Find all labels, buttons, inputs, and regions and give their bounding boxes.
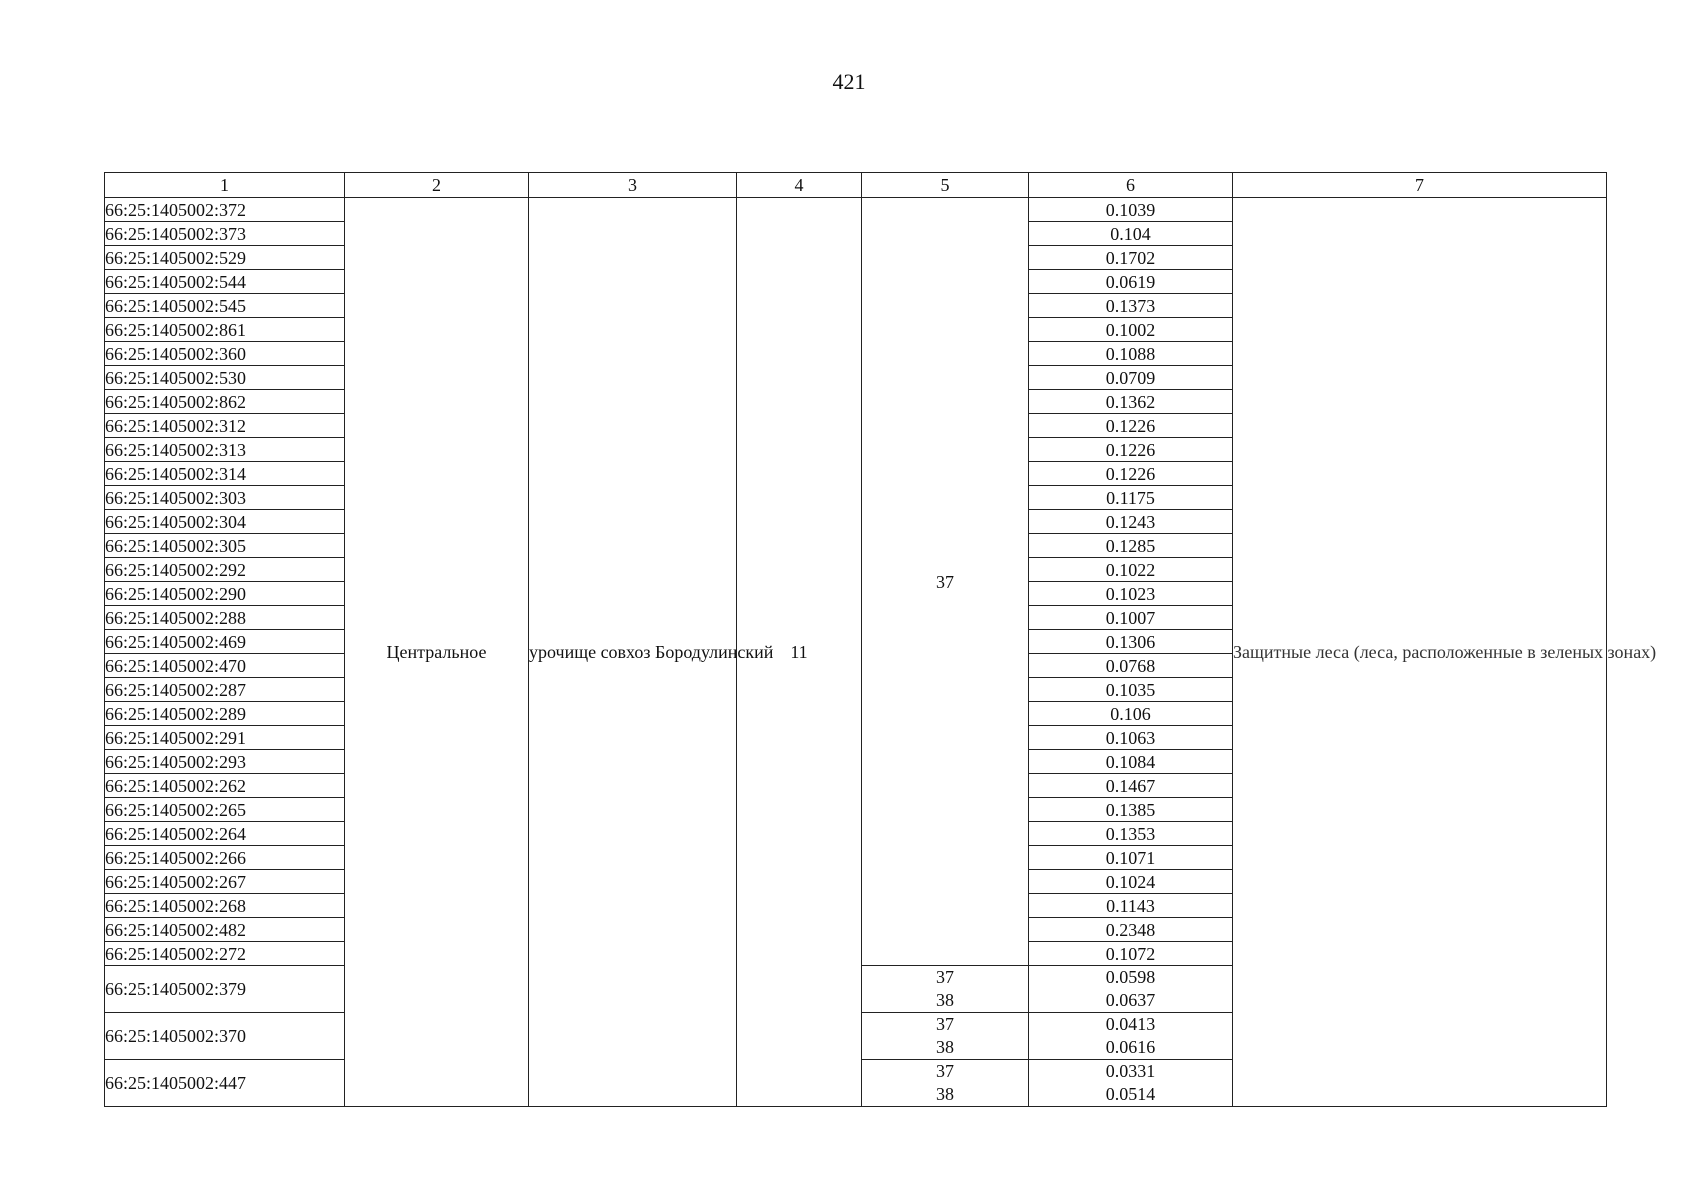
- area-split-cell: [1029, 1013, 1233, 1060]
- quarter-value: 37: [936, 1061, 954, 1081]
- area-cell: 0.1007: [1029, 606, 1233, 630]
- section-cell: 11: [737, 198, 862, 1107]
- cadastral-number-cell: 66:25:1405002:545: [105, 294, 345, 318]
- cadastral-number-cell: 66:25:1405002:291: [105, 726, 345, 750]
- cadastral-number-cell: 66:25:1405002:266: [105, 846, 345, 870]
- cadastral-number-cell: 66:25:1405002:360: [105, 342, 345, 366]
- area-cell: 0.1467: [1029, 774, 1233, 798]
- cadastral-number-cell: 66:25:1405002:267: [105, 870, 345, 894]
- cadastral-number-cell: 66:25:1405002:530: [105, 366, 345, 390]
- cadastral-number-cell: 66:25:1405002:372: [105, 198, 345, 222]
- area-cell: 0.0619: [1029, 270, 1233, 294]
- cadastral-number-cell: 66:25:1405002:288: [105, 606, 345, 630]
- area-cell: 0.0709: [1029, 366, 1233, 390]
- cadastral-number-cell: 66:25:1405002:304: [105, 510, 345, 534]
- area-cell: 0.1023: [1029, 582, 1233, 606]
- area-cell: 0.1035: [1029, 678, 1233, 702]
- cadastral-number-cell: 66:25:1405002:287: [105, 678, 345, 702]
- area-cell: 0.1353: [1029, 822, 1233, 846]
- area-cell: 0.1306: [1029, 630, 1233, 654]
- column-header-5: 5: [862, 173, 1029, 198]
- area-cell: 0.1385: [1029, 798, 1233, 822]
- area-split-cell: [1029, 966, 1233, 1013]
- forestry-cell: Центральное: [345, 198, 529, 1107]
- cadastral-number-cell: 66:25:1405002:447: [105, 1060, 345, 1107]
- area-cell: 0.1024: [1029, 870, 1233, 894]
- column-header-7: 7: [1233, 173, 1607, 198]
- area-cell: 0.1243: [1029, 510, 1233, 534]
- cadastral-number-cell: 66:25:1405002:861: [105, 318, 345, 342]
- table-body: [105, 198, 1657, 1107]
- area-cell: 0.1063: [1029, 726, 1233, 750]
- column-header-4: 4: [737, 173, 862, 198]
- cadastral-number-cell: 66:25:1405002:293: [105, 750, 345, 774]
- area-cell: 0.1039: [1029, 198, 1233, 222]
- cadastral-number-cell: 66:25:1405002:314: [105, 462, 345, 486]
- cadastral-number-cell: 66:25:1405002:305: [105, 534, 345, 558]
- area-cell: 0.1226: [1029, 414, 1233, 438]
- cadastral-number-cell: 66:25:1405002:469: [105, 630, 345, 654]
- table-header: [105, 173, 1607, 198]
- column-header-2: 2: [345, 173, 529, 198]
- area-cell: 0.1071: [1029, 846, 1233, 870]
- area-cell: 0.1084: [1029, 750, 1233, 774]
- quarter-value: 37: [936, 1014, 954, 1034]
- quarter-split-cell: [862, 966, 1029, 1013]
- cadastral-number-cell: 66:25:1405002:292: [105, 558, 345, 582]
- area-cell: 0.1088: [1029, 342, 1233, 366]
- area-cell: 0.1285: [1029, 534, 1233, 558]
- table-row: [105, 198, 1607, 222]
- cadastral-number-cell: 66:25:1405002:379: [105, 966, 345, 1013]
- area-cell: 0.1226: [1029, 438, 1233, 462]
- cadastral-number-cell: 66:25:1405002:373: [105, 222, 345, 246]
- area-value: 0.0514: [1105, 1084, 1156, 1104]
- area-cell: 0.1362: [1029, 390, 1233, 414]
- column-header-1: 1: [105, 173, 345, 198]
- cadastral-number-cell: 66:25:1405002:470: [105, 654, 345, 678]
- column-header-6: 6: [1029, 173, 1233, 198]
- cadastral-number-cell: 66:25:1405002:289: [105, 702, 345, 726]
- area-cell: 0.0768: [1029, 654, 1233, 678]
- area-cell: 0.1072: [1029, 942, 1233, 966]
- quarter-value: 37: [936, 967, 954, 987]
- cadastral-number-cell: 66:25:1405002:313: [105, 438, 345, 462]
- area-value: 0.0616: [1105, 1037, 1156, 1057]
- quarter-split-cell: [862, 1060, 1029, 1107]
- cadastral-number-cell: 66:25:1405002:862: [105, 390, 345, 414]
- area-cell: 0.1226: [1029, 462, 1233, 486]
- quarter-value: 38: [936, 1084, 954, 1104]
- quarter-split-cell: [862, 1013, 1029, 1060]
- area-cell: 0.1143: [1029, 894, 1233, 918]
- cadastral-number-cell: 66:25:1405002:265: [105, 798, 345, 822]
- cadastral-number-cell: 66:25:1405002:268: [105, 894, 345, 918]
- page-number: 421: [832, 69, 866, 94]
- area-value: 0.0598: [1105, 967, 1156, 987]
- area-cell: 0.104: [1029, 222, 1233, 246]
- cadastral-number-cell: 66:25:1405002:544: [105, 270, 345, 294]
- forest-category-cell: Защитные леса (леса, расположенные в зеленых зонах): [1233, 198, 1607, 1107]
- tract-cell: урочище совхоз Бородулинский: [529, 198, 737, 1107]
- area-value: 0.0637: [1105, 990, 1156, 1010]
- area-cell: 0.1002: [1029, 318, 1233, 342]
- cadastral-number-cell: 66:25:1405002:290: [105, 582, 345, 606]
- cadastral-number-cell: 66:25:1405002:529: [105, 246, 345, 270]
- area-cell: 0.1022: [1029, 558, 1233, 582]
- cadastral-number-cell: 66:25:1405002:272: [105, 942, 345, 966]
- area-value: 0.0331: [1105, 1061, 1156, 1081]
- area-cell: 0.1702: [1029, 246, 1233, 270]
- header-row: [105, 173, 1607, 198]
- cadastral-number-cell: 66:25:1405002:303: [105, 486, 345, 510]
- area-split-cell: [1029, 1060, 1233, 1107]
- quarter-value: 38: [936, 990, 954, 1010]
- cadastral-number-cell: 66:25:1405002:264: [105, 822, 345, 846]
- cadastral-number-cell: 66:25:1405002:370: [105, 1013, 345, 1060]
- cadastral-number-cell: 66:25:1405002:312: [105, 414, 345, 438]
- land-parcels-table: [104, 172, 1657, 1107]
- cadastral-number-cell: 66:25:1405002:262: [105, 774, 345, 798]
- area-cell: 0.106: [1029, 702, 1233, 726]
- cadastral-number-cell: 66:25:1405002:482: [105, 918, 345, 942]
- area-cell: 0.1373: [1029, 294, 1233, 318]
- area-cell: 0.2348: [1029, 918, 1233, 942]
- quarter-value: 38: [936, 1037, 954, 1057]
- area-value: 0.0413: [1105, 1014, 1156, 1034]
- column-header-3: 3: [529, 173, 737, 198]
- area-cell: 0.1175: [1029, 486, 1233, 510]
- quarter-cell: 37: [862, 198, 1029, 966]
